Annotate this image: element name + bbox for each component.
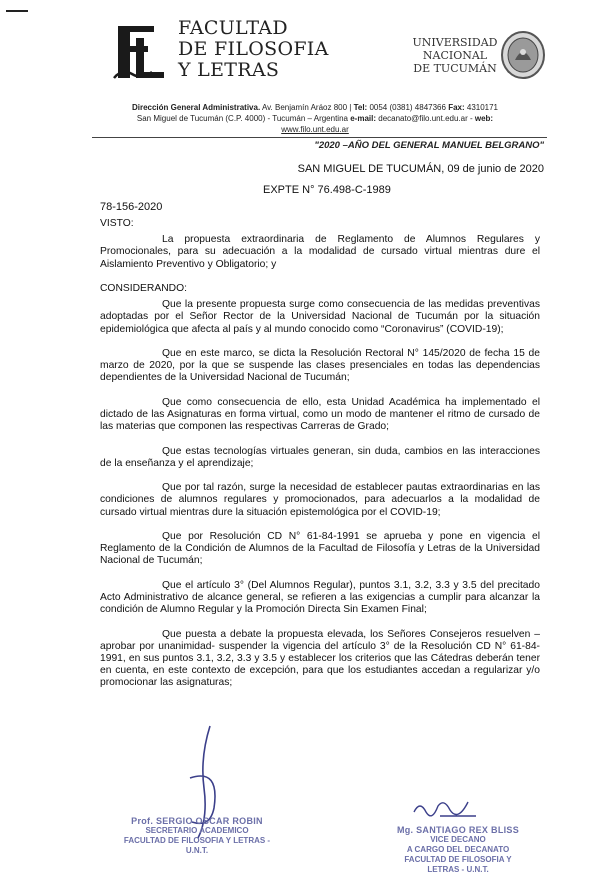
secretary-name: Prof. SERGIO OSCAR ROBIN xyxy=(131,816,263,826)
considerando-paragraph: Que por Resolución CD N° 61-84-1991 se aprueba y pone en vigencia el Reglamento de la Condición de Alumnos de la Facultad de Filosofía y Letras de la Universidad Nacional de Tucumán; xyxy=(100,530,540,567)
vice-dean-org: FACULTAD DE FILOSOFIA Y LETRAS - U.N.T. xyxy=(404,855,512,874)
email-label: e-mail: xyxy=(350,114,377,123)
university-line-1: UNIVERSIDAD xyxy=(412,36,498,49)
vice-dean-role: VICE DECANO xyxy=(430,835,486,844)
file-number: EXPTE N° 76.498-C-1989 xyxy=(263,184,391,196)
address-line-1 xyxy=(100,102,530,113)
tel-value: 0054 (0381) 4847366 xyxy=(367,103,446,112)
university-line-3: DE TUCUMÁN xyxy=(413,62,497,75)
resolution-body xyxy=(100,218,540,702)
header-divider xyxy=(92,137,547,138)
faculty-line-2: DE FILOSOFIA xyxy=(178,38,329,60)
university-seal-icon xyxy=(500,30,546,80)
email-value[interactable]: decanato@filo.unt.edu.ar - xyxy=(376,114,473,123)
faculty-name xyxy=(178,18,329,81)
university-line-2: NACIONAL xyxy=(422,49,488,62)
considerando-paragraph: Que el artículo 3° (Del Alumnos Regular), puntos 3.1, 3.2, 3.3 y 3.5 del precitado Acto Administrativo de alcance general, se refieren a las exigencias a cumplir para alcanzar la condición de Alumno Regular y la Promoción Directa Sin Examen Final; xyxy=(100,579,540,616)
address-line-2 xyxy=(100,113,530,124)
considerando-paragraph: Que la presente propuesta surge como consecuencia de las medidas preventivas adoptadas por el Señor Rector de la Universidad Nacional de Tucumán por la situación epidemiológica que afecta al país y al mundo conocido como “Coronavirus” (COVID-19); xyxy=(100,299,540,335)
considerando-paragraph: Que estas tecnologías virtuales generan, sin duda, cambios en las interacciones de la enseñanza y el aprendizaje; xyxy=(100,445,540,469)
reference-number: 78-156-2020 xyxy=(100,201,163,213)
considerando-paragraph: Que puesta a debate la propuesta elevada, los Señores Consejeros resuelven – aprobar por unanimidad- suspender la vigencia del artículo 3° de la Resolución CD N° 61-84-1991, en sus puntos 3.1, 3.2, 3.3 y 3.5 y establecer los criterios que las Cátedras deberán tener en cuenta, en este contexto de excepción, para que los estudiantes accedan a regularizar y/o promocionar las asignaturas; xyxy=(100,628,540,689)
admin-address: Av. Benjamín Aráoz 800 | xyxy=(260,103,352,112)
fax-value: 4310171 xyxy=(464,103,499,112)
university-name xyxy=(410,36,500,75)
visto-label: VISTO: xyxy=(100,218,134,229)
fax-label: Fax: xyxy=(448,103,465,112)
web-label: web: xyxy=(474,114,494,123)
tel-label: Tel: xyxy=(353,103,368,112)
secretary-role: SECRETARIO ACADEMICO xyxy=(145,826,249,835)
address-block xyxy=(100,102,530,135)
vice-dean-role-2: A CARGO DEL DECANATO xyxy=(406,845,510,854)
visto-text: La propuesta extraordinaria de Reglamento de Alumnos Regulares y Promocionales, para su adecuación a la modalidad de cursado virtual mientras dure el Aislamiento Preventivo y Obligatorio; y xyxy=(100,234,540,270)
considerando-paragraph: Que como consecuencia de ello, esta Unidad Académica ha implementado el dictado de las Asignaturas en forma virtual, como un modo de mantener el ritmo de cursado de las materias que componen las respectivas Carreras de Grado; xyxy=(100,396,540,433)
year-motto: "2020 –AÑO DEL GENERAL MANUEL BELGRANO" xyxy=(314,140,544,151)
faculty-line-3: Y LETRAS xyxy=(178,59,280,81)
address-line-3 xyxy=(100,124,530,135)
considerando-label: CONSIDERANDO: xyxy=(100,283,187,294)
faculty-logo-icon xyxy=(108,20,172,84)
considerando-paragraph: Que en este marco, se dicta la Resolución Rectoral N° 145/2020 de fecha 15 de marzo de 2020, por la que se suspende las clases presenciales en todas las dependencias dependientes de la Universidad Nacional de Tucumán; xyxy=(100,348,540,384)
secretary-academic-seal-text xyxy=(112,816,282,856)
admin-direction: Dirección General Administrativa. xyxy=(131,103,261,112)
secretary-org: FACULTAD DE FILOSOFIA Y LETRAS - U.N.T. xyxy=(123,836,271,855)
vice-dean-name: Mg. SANTIAGO REX BLISS xyxy=(396,825,520,835)
top-left-mark xyxy=(6,10,28,12)
faculty-line-1: FACULTAD xyxy=(178,17,288,39)
considerando-paragraph: Que por tal razón, surge la necesidad de establecer pautas extraordinarias en las condiciones de alumnos regulares y promocionados, para adecuarlos a la modalidad de cursado virtual mientras dure la situación epistemológica por el COVID-19; xyxy=(100,482,540,518)
signature-stamp-vice-dean xyxy=(388,825,528,875)
admin-city: San Miguel de Tucumán (C.P. 4000) - Tucumán – Argentina xyxy=(136,114,348,123)
web-link[interactable]: www.filo.unt.edu.ar xyxy=(281,125,349,134)
place-date: SAN MIGUEL DE TUCUMÁN, 09 de junio de 2020 xyxy=(297,163,544,175)
